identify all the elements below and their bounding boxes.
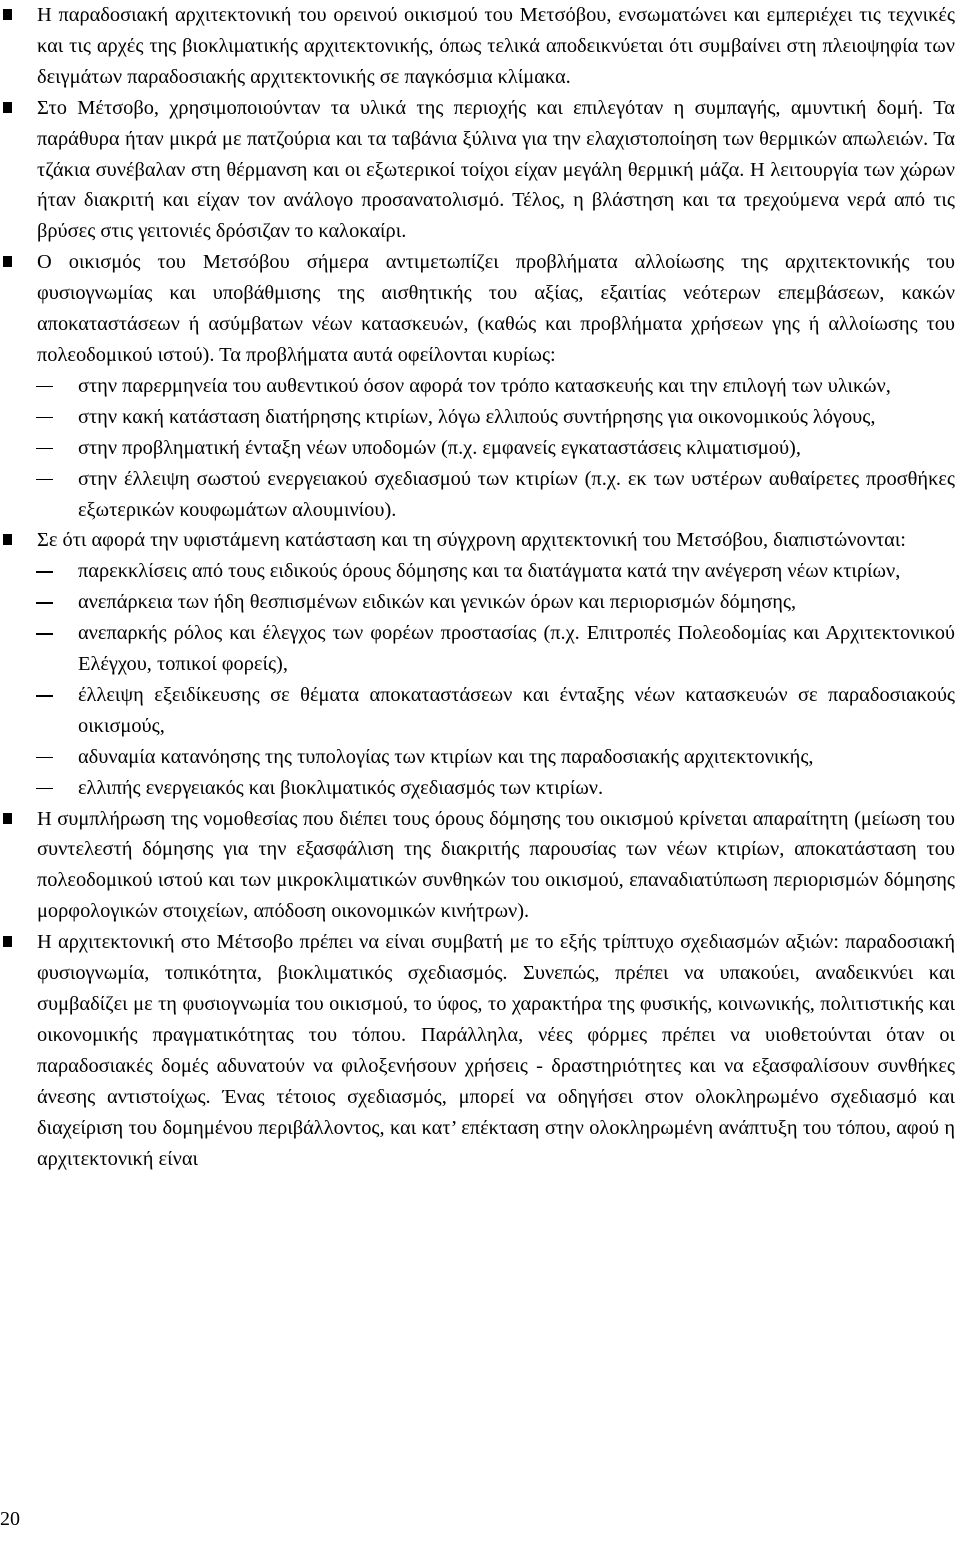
findings-dash-list (0, 556, 955, 803)
dash-item-text: ανεπαρκής ρόλος και έλεγχος των φορέων προστασίας (π.χ. Επιτροπές Πολεοδομίας και Αρχιτεκτονικού Ελέγχου, τοπικοί φορείς), (78, 622, 955, 676)
dash-item-text: έλλειψη εξειδίκευσης σε θέματα αποκαταστάσεων και ένταξης νέων κατασκευών σε παραδοσιακούς οικισμούς, (78, 683, 955, 737)
dash-list-item (0, 680, 955, 742)
bullet-text: Ο οικισμός του Μετσόβου σήμερα αντιμετωπίζει προβλήματα αλλοίωσης της αρχιτεκτονικής του φυσιογνωμίας και υποβάθμισης της αισθητικής του αξίας, εξαιτίας νεότερων επεμβάσεων, κακών αποκαταστάσεων ή ασύμβατων νέων κατασκευών, (καθώς και προβλήματα χρήσεων γης ή αλλοίωσης του πολεοδομικού ιστού). Τα προβλήματα αυτά οφείλονται κυρίως: (37, 251, 955, 366)
dash-list-item (0, 433, 955, 464)
square-bullet-icon (3, 534, 12, 545)
bullet-paragraph-4 (0, 525, 955, 556)
dash-list-item (0, 464, 955, 526)
dash-list-item (0, 371, 955, 402)
dash-list-item (0, 618, 955, 680)
dash-bullet-icon (36, 417, 53, 419)
dash-item-text: αδυναμία κατανόησης της τυπολογίας των κτιρίων και της παραδοσιακής αρχιτεκτονικής, (78, 745, 814, 768)
dash-bullet-icon (36, 571, 53, 573)
dash-bullet-icon (36, 479, 53, 481)
bullet-text: Η παραδοσιακή αρχιτεκτονική του ορεινού οικισμού του Μετσόβου, ενσωματώνει και εμπεριέχει τις τεχνικές και τις αρχές της βιοκλιματικής αρχιτεκτονικής, όπως τελικά αποδεικνύεται ότι συμβαίνει στη πλειοψηφία των δειγμάτων παραδοσιακής αρχιτεκτονικής σε παγκόσμια κλίμακα. (37, 4, 955, 88)
dash-item-text: στην κακή κατάσταση διατήρησης κτιρίων, λόγω ελλιπούς συντήρησης για οικονομικούς λόγους, (78, 405, 876, 428)
problems-dash-list (0, 371, 955, 526)
bullet-text: Η αρχιτεκτονική στο Μέτσοβο πρέπει να είναι συμβατή με το εξής τρίπτυχο σχεδιασμών αξιών: παραδοσιακή φυσιογνωμία, τοπικότητα, βιοκλιματικός σχεδιασμός. Συνεπώς, πρέπει να υπακούει, αναδεικνύει και συμβαδίζει με τη φυσιογνωμία του οικισμού, το ύφος, το χαρακτήρα της φυσικής, κοινωνικής, πολιτιστικής και οικονομικής πραγματικότητας του τόπου. Παράλληλα, νέες φόρμες πρέπει να υιοθετούνται όταν οι παραδοσιακές δομές αδυνατούν να φιλοξενήσουν χρήσεις - δραστηριότητες και να εξασφαλίσουν συνθήκες άνεσης αντιστοίχως. Ένας τέτοιος σχεδιασμός, μπορεί να οδηγήσει στον ολοκληρωμένο σχεδιασμό και διαχείριση του δομημένου περιβάλλοντος, και κατ’ επέκταση στην ολοκληρωμένη ανάπτυξη του τόπου, αφού η αρχιτεκτονική είναι (37, 931, 955, 1170)
dash-bullet-icon (36, 695, 53, 697)
bullet-paragraph-1 (0, 0, 955, 93)
bullet-paragraph-2 (0, 93, 955, 248)
dash-item-text: στην παρερμηνεία του αυθεντικού όσον αφορά τον τρόπο κατασκευής και την επιλογή των υλικών, (78, 374, 891, 397)
dash-item-text: παρεκκλίσεις από τους ειδικούς όρους δόμησης και τα διατάγματα κατά την ανέγερση νέων κτιρίων, (78, 560, 901, 583)
dash-item-text: ελλιπής ενεργειακός και βιοκλιματικός σχεδιασμός των κτιρίων. (78, 776, 604, 799)
square-bullet-icon (3, 102, 12, 113)
dash-bullet-icon (36, 448, 53, 450)
bullet-text: Στο Μέτσοβο, χρησιμοποιούνταν τα υλικά της περιοχής και επιλεγόταν η συμπαγής, αμυντική δομή. Τα παράθυρα ήταν μικρά με πατζούρια και τα ταβάνια ξύλινα για την ελαχιστοποίηση των θερμικών απωλειών. Τα τζάκια συνέβαλαν στη θέρμανση και οι εξωτερικοί τοίχοι είχαν μεγάλη θερμική μάζα. Η λειτουργία των χώρων ήταν διακριτή και είχαν τον ανάλογο προσανατολισμό. Τέλος, η βλάστηση και τα τρεχούμενα νερά από τις βρύσες στις γειτονιές δρόσιζαν το καλοκαίρι. (37, 96, 955, 243)
dash-bullet-icon (36, 602, 53, 604)
dash-bullet-icon (36, 633, 53, 635)
square-bullet-icon (3, 813, 12, 824)
bullet-paragraph-3 (0, 247, 955, 371)
dash-item-text: στην προβληματική ένταξη νέων υποδομών (π.χ. εμφανείς εγκαταστάσεις κλιματισμού), (78, 436, 801, 459)
dash-list-item (0, 556, 955, 587)
dash-item-text: ανεπάρκεια των ήδη θεσπισμένων ειδικών και γενικών όρων και περιορισμών δόμησης, (78, 591, 797, 614)
bullet-text: Σε ότι αφορά την υφιστάμενη κατάσταση και τη σύγχρονη αρχιτεκτονική του Μετσόβου, διαπιστώνονται: (37, 529, 906, 552)
bullet-text: Η συμπλήρωση της νομοθεσίας που διέπει τους όρους δόμησης του οικισμού κρίνεται απαραίτητη (μείωση του συντελεστή δόμησης για την εξασφάλιση της διακριτής παρουσίας των νέων κτιρίων, αποκατάσταση του πολεοδομικού ιστού και των μικροκλιματικών συνθηκών του οικισμού, επαναδιατύπωση περιορισμών δόμησης μορφολογικών στοιχείων, απόδοση οικονομικών κινήτρων). (37, 807, 955, 923)
square-bullet-icon (3, 256, 12, 267)
dash-list-item (0, 402, 955, 433)
dash-list-item (0, 742, 955, 773)
dash-bullet-icon (36, 386, 53, 388)
bullet-paragraph-6 (0, 927, 955, 1174)
square-bullet-icon (3, 9, 12, 20)
dash-list-item (0, 587, 955, 618)
dash-item-text: στην έλλειψη σωστού ενεργειακού σχεδιασμού των κτιρίων (π.χ. εκ των υστέρων αυθαίρετες προσθήκες εξωτερικών κουφωμάτων αλουμινίου). (78, 467, 955, 521)
page-number: 20 (0, 1508, 20, 1530)
dash-bullet-icon (36, 757, 53, 759)
bullet-paragraph-5 (0, 804, 955, 928)
dash-bullet-icon (36, 788, 53, 790)
dash-list-item (0, 773, 955, 804)
square-bullet-icon (3, 936, 12, 947)
